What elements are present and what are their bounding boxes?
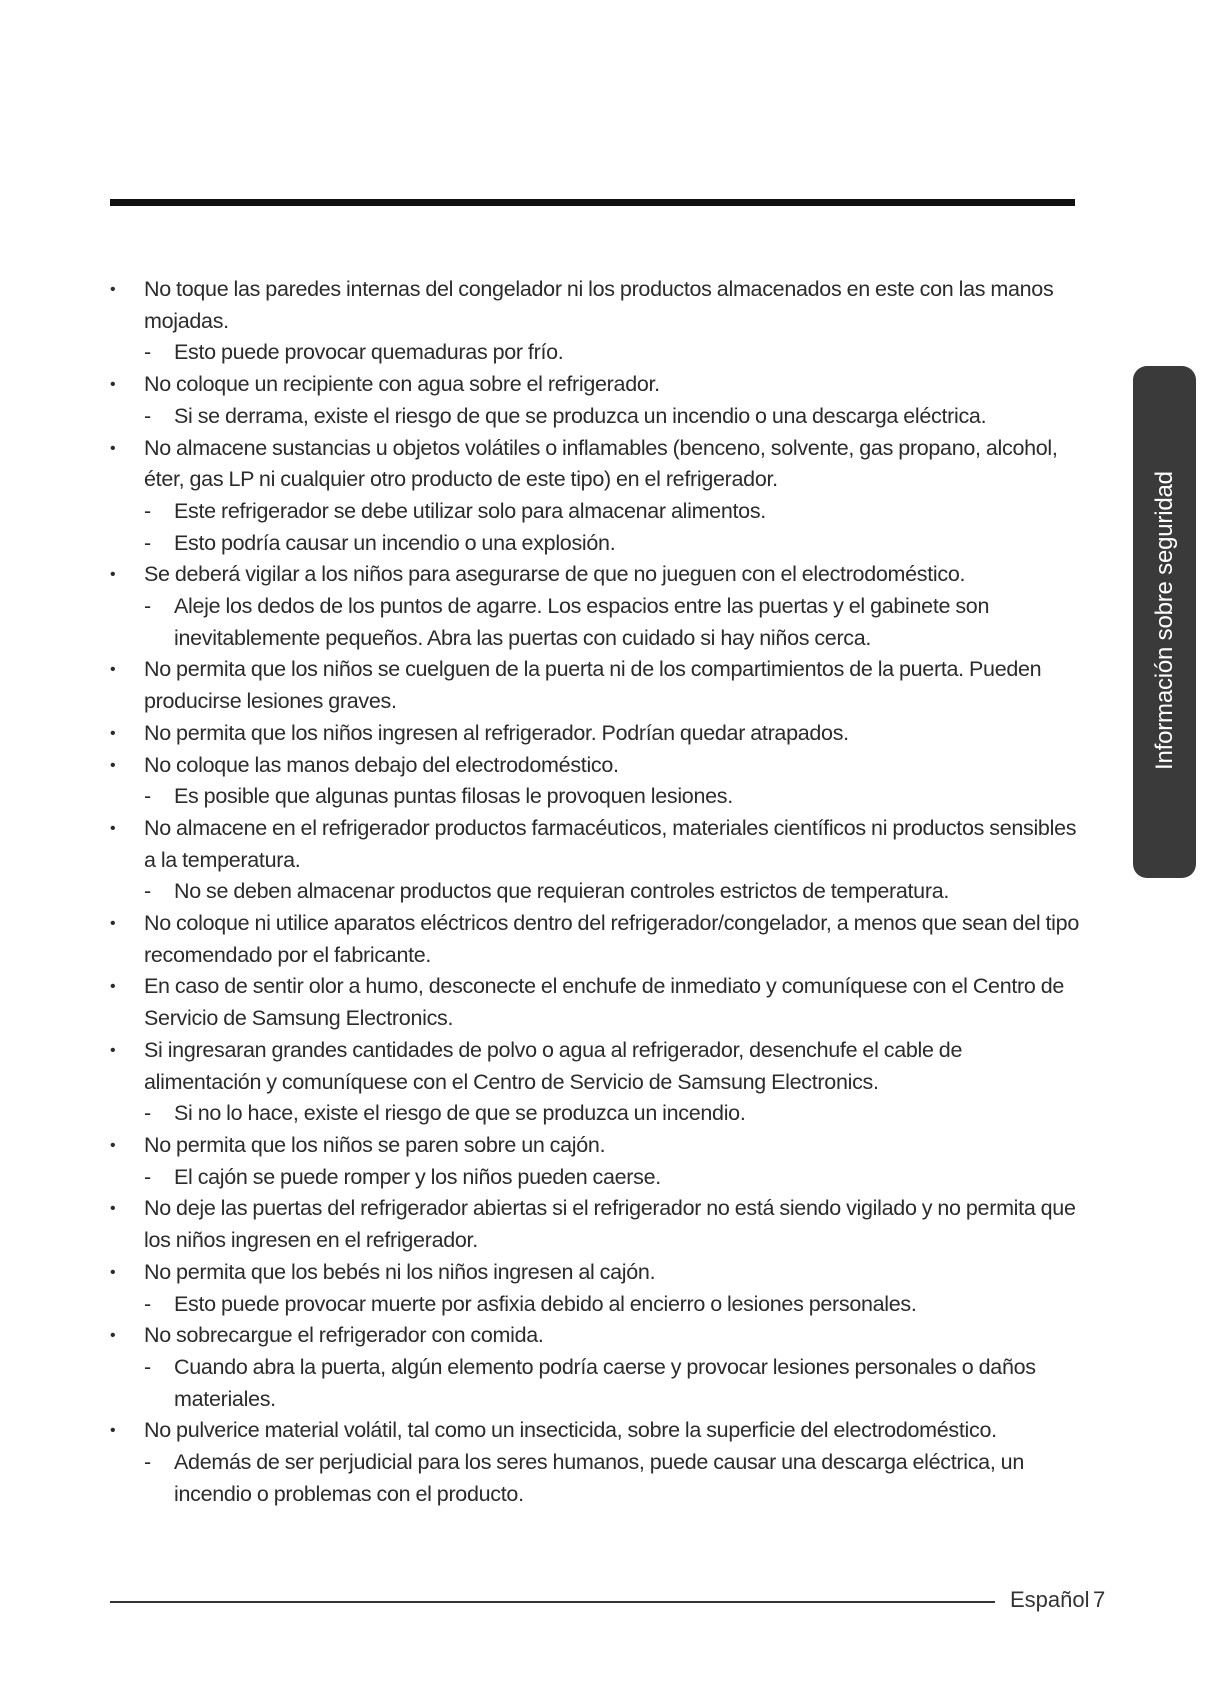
bullet-icon: • bbox=[110, 915, 116, 933]
bullet-icon: • bbox=[110, 1327, 116, 1345]
item-text: No almacene en el refrigerador productos farmacéuticos, materiales científicos ni productos sensibles a la temperatura. bbox=[144, 815, 1077, 872]
bullet-icon: • bbox=[110, 1422, 116, 1440]
item-text: En caso de sentir olor a humo, desconecte el enchufe de inmediato y comuníquese con el Centro de Servicio de Samsung Electronics. bbox=[144, 974, 1065, 1031]
dash-icon: - bbox=[144, 1291, 151, 1316]
bullet-icon: • bbox=[110, 756, 116, 774]
dash-icon: - bbox=[144, 594, 151, 619]
dash-icon: - bbox=[144, 1164, 151, 1189]
item-text: Se deberá vigilar a los niños para asegurarse de que no jueguen con el electrodoméstico. bbox=[144, 562, 966, 587]
list-item bbox=[110, 971, 1080, 1034]
sub-item bbox=[110, 591, 1080, 654]
sub-item-text: Esto podría causar un incendio o una explosión. bbox=[174, 530, 616, 555]
item-text: No coloque las manos debajo del electrodoméstico. bbox=[144, 752, 619, 777]
safety-list bbox=[110, 274, 1080, 1510]
bullet-icon: • bbox=[110, 1263, 116, 1281]
sub-item-text: Este refrigerador se debe utilizar solo para almacenar alimentos. bbox=[174, 498, 766, 523]
sub-item bbox=[110, 781, 1080, 813]
item-text: Si ingresaran grandes cantidades de polvo o agua al refrigerador, desenchufe el cable de alimentación y comuníquese con el Centro de Servicio de Samsung Electronics. bbox=[144, 1037, 963, 1094]
bullet-icon: • bbox=[110, 1200, 116, 1218]
item-text: No permita que los bebés ni los niños ingresen al cajón. bbox=[144, 1259, 656, 1284]
list-item bbox=[110, 559, 1080, 591]
sub-item-text: Esto puede provocar muerte por asfixia debido al encierro o lesiones personales. bbox=[174, 1291, 917, 1316]
dash-icon: - bbox=[144, 879, 151, 904]
footer-language: Español bbox=[1010, 1587, 1090, 1612]
bullet-icon: • bbox=[110, 566, 116, 584]
item-text: No deje las puertas del refrigerador abiertas si el refrigerador no está siendo vigilado y no permita que los niños ingresen en el refrigerador. bbox=[144, 1196, 1076, 1253]
sub-item-text: Si se derrama, existe el riesgo de que se produzca un incendio o una descarga eléctrica. bbox=[174, 403, 987, 428]
section-tab-label: Información sobre seguridad bbox=[1151, 471, 1178, 770]
list-item bbox=[110, 433, 1080, 496]
dash-icon: - bbox=[144, 1354, 151, 1379]
list-item bbox=[110, 1130, 1080, 1162]
item-text: No permita que los niños se cuelguen de la puerta ni de los compartimientos de la puerta. Pueden producirse lesiones graves. bbox=[144, 657, 1042, 714]
list-item bbox=[110, 1415, 1080, 1447]
dash-icon: - bbox=[144, 1450, 151, 1475]
bullet-icon: • bbox=[110, 439, 116, 457]
list-item bbox=[110, 1320, 1080, 1352]
sub-item-text: Esto puede provocar quemaduras por frío. bbox=[174, 340, 564, 365]
sub-item-text: Si no lo hace, existe el riesgo de que se produzca un incendio. bbox=[174, 1101, 746, 1126]
bullet-icon: • bbox=[110, 281, 116, 298]
sub-item-text: Aleje los dedos de los puntos de agarre. Los espacios entre las puertas y el gabinete son inevitablemente pequeños. Abra las puertas con cuidado si hay niños cerca. bbox=[174, 594, 990, 650]
page-number: 7 bbox=[1093, 1587, 1106, 1612]
header-rule bbox=[110, 199, 1075, 206]
footer-rule bbox=[110, 1601, 995, 1603]
bullet-icon: • bbox=[110, 978, 116, 996]
list-item bbox=[110, 1193, 1080, 1256]
list-item bbox=[110, 750, 1080, 782]
bullet-icon: • bbox=[110, 724, 116, 742]
list-item bbox=[110, 908, 1080, 971]
sub-item bbox=[110, 401, 1080, 433]
list-item bbox=[110, 1257, 1080, 1289]
item-text: No coloque un recipiente con agua sobre el refrigerador. bbox=[144, 372, 660, 397]
item-text: No pulverice material volátil, tal como un insecticida, sobre la superficie del electrodoméstico. bbox=[144, 1418, 997, 1443]
bullet-icon: • bbox=[110, 376, 116, 394]
item-text: No coloque ni utilice aparatos eléctricos dentro del refrigerador/congelador, a menos que sean del tipo recomendado por el fabricante. bbox=[144, 911, 1079, 967]
dash-icon: - bbox=[144, 498, 151, 523]
list-item bbox=[110, 1035, 1080, 1098]
sub-item bbox=[110, 1352, 1080, 1415]
bullet-icon: • bbox=[110, 661, 116, 679]
item-text: No permita que los niños se paren sobre un cajón. bbox=[144, 1132, 606, 1157]
sub-item bbox=[110, 1098, 1080, 1130]
item-text: No almacene sustancias u objetos volátiles o inflamables (benceno, solvente, gas propano, alcohol, éter, gas LP ni cualquier otro producto de este tipo) en el refrigerador. bbox=[144, 435, 1058, 492]
bullet-icon: • bbox=[110, 1136, 116, 1154]
sub-item bbox=[110, 1447, 1080, 1510]
sub-item bbox=[110, 528, 1080, 560]
sub-item bbox=[110, 876, 1080, 908]
sub-item-text: El cajón se puede romper y los niños pueden caerse. bbox=[174, 1164, 661, 1189]
dash-icon: - bbox=[144, 403, 151, 428]
dash-icon: - bbox=[144, 784, 151, 809]
dash-icon: - bbox=[144, 340, 151, 365]
dash-icon: - bbox=[144, 530, 151, 555]
item-text: No permita que los niños ingresen al refrigerador. Podrían quedar atrapados. bbox=[144, 720, 849, 745]
sub-item bbox=[110, 1162, 1080, 1194]
sub-item-text: Además de ser perjudicial para los seres humanos, puede causar una descarga eléctrica, un incendio o problemas con el producto. bbox=[174, 1450, 1025, 1506]
sub-item-text: Cuando abra la puerta, algún elemento podría caerse y provocar lesiones personales o daños materiales. bbox=[174, 1354, 1036, 1411]
item-text: No toque las paredes internas del congelador ni los productos almacenados en este con las manos mojadas. bbox=[144, 277, 1054, 333]
sub-item bbox=[110, 1289, 1080, 1321]
list-item bbox=[110, 369, 1080, 401]
list-item bbox=[110, 718, 1080, 750]
dash-icon: - bbox=[144, 1101, 151, 1126]
sub-item bbox=[110, 496, 1080, 528]
list-item bbox=[110, 654, 1080, 717]
sub-item-text: Es posible que algunas puntas filosas le provoquen lesiones. bbox=[174, 784, 733, 809]
bullet-icon: • bbox=[110, 819, 116, 837]
bullet-icon: • bbox=[110, 1041, 116, 1059]
list-item bbox=[110, 274, 1080, 337]
sub-item-text: No se deben almacenar productos que requieran controles estrictos de temperatura. bbox=[174, 879, 950, 904]
list-item bbox=[110, 813, 1080, 876]
sub-item bbox=[110, 337, 1080, 369]
item-text: No sobrecargue el refrigerador con comida. bbox=[144, 1323, 544, 1348]
